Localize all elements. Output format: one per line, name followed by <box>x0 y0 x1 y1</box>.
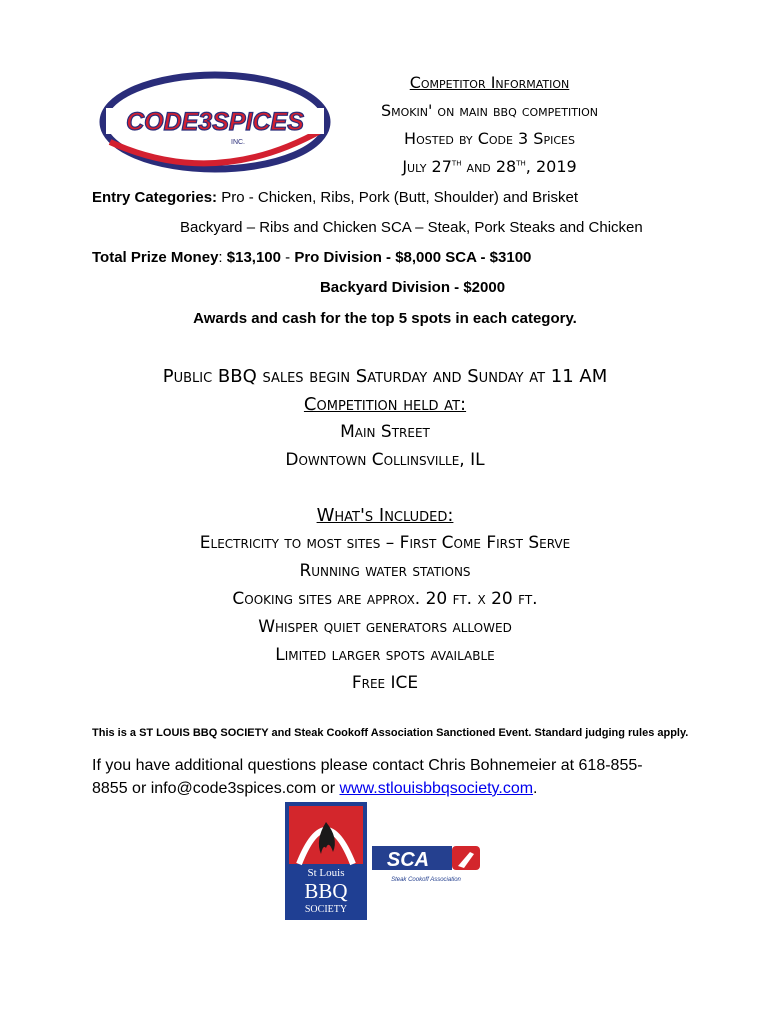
included-item: Running water stations <box>299 561 471 581</box>
location-city: Downtown Collinsville, IL <box>285 450 485 470</box>
entry-categories-backyard: Backyard – Ribs and Chicken SCA – Steak, Pork Steaks and Chicken <box>180 219 643 236</box>
stl-logo-line3: SOCIETY <box>304 904 348 915</box>
stlouisbbq-link[interactable]: www.stlouisbbqsociety.com <box>339 780 534 797</box>
event-name: Smokin' on main bbq competition <box>380 101 599 120</box>
contact-info: If you have additional questions please contact Chris Bohnemeier at 618-855-8855 or info@code3spices.com or www.stlouisbbqsociety.com. <box>92 757 643 797</box>
included-heading: What's Included: <box>316 505 454 526</box>
page-title: Competitor Information <box>409 73 570 92</box>
sca-logo <box>370 842 482 886</box>
stl-logo-line1: St Louis <box>307 867 345 879</box>
event-host: Hosted by Code 3 Spices <box>404 129 575 148</box>
included-item: Electricity to most sites – First Come First Serve <box>199 533 571 553</box>
prize-awards: Awards and cash for the top 5 spots in each category. <box>193 310 577 327</box>
sca-logo-sub: Steak Cookoff Association <box>391 877 461 883</box>
sanction-note: This is a ST LOUIS BBQ SOCIETY and Steak Cookoff Association Sanctioned Event. Standard judging rules apply. <box>92 727 689 739</box>
included-item: Whisper quiet generators allowed <box>258 617 512 637</box>
included-item: Free ICE <box>351 673 419 693</box>
location-street: Main Street <box>340 422 430 442</box>
prize-money: Total Prize Money: $13,100 - Pro Division - $8,000 SCA - $3100 <box>92 249 532 266</box>
location-heading: Competition held at: <box>303 394 467 415</box>
sca-logo-text: SCA <box>386 849 430 871</box>
code3spices-logo-text: CODE3SPICES <box>126 108 304 136</box>
public-sales: Public BBQ sales begin Saturday and Sunday at 11 AM <box>162 366 608 387</box>
prize-backyard-division: Backyard Division - $2000 <box>319 279 506 296</box>
event-date: July 27th and 28th, 2019 <box>402 157 577 176</box>
code3spices-logo-sub: INC. <box>231 139 245 146</box>
included-item: Cooking sites are approx. 20 ft. x 20 ft. <box>232 589 538 609</box>
included-item: Limited larger spots available <box>275 645 495 665</box>
stlouis-bbq-society-logo <box>285 802 367 920</box>
stl-logo-line2: BBQ <box>304 879 348 903</box>
code3spices-logo <box>98 70 332 176</box>
entry-categories: Entry Categories: Pro - Chicken, Ribs, Pork (Butt, Shoulder) and Brisket <box>92 189 579 206</box>
